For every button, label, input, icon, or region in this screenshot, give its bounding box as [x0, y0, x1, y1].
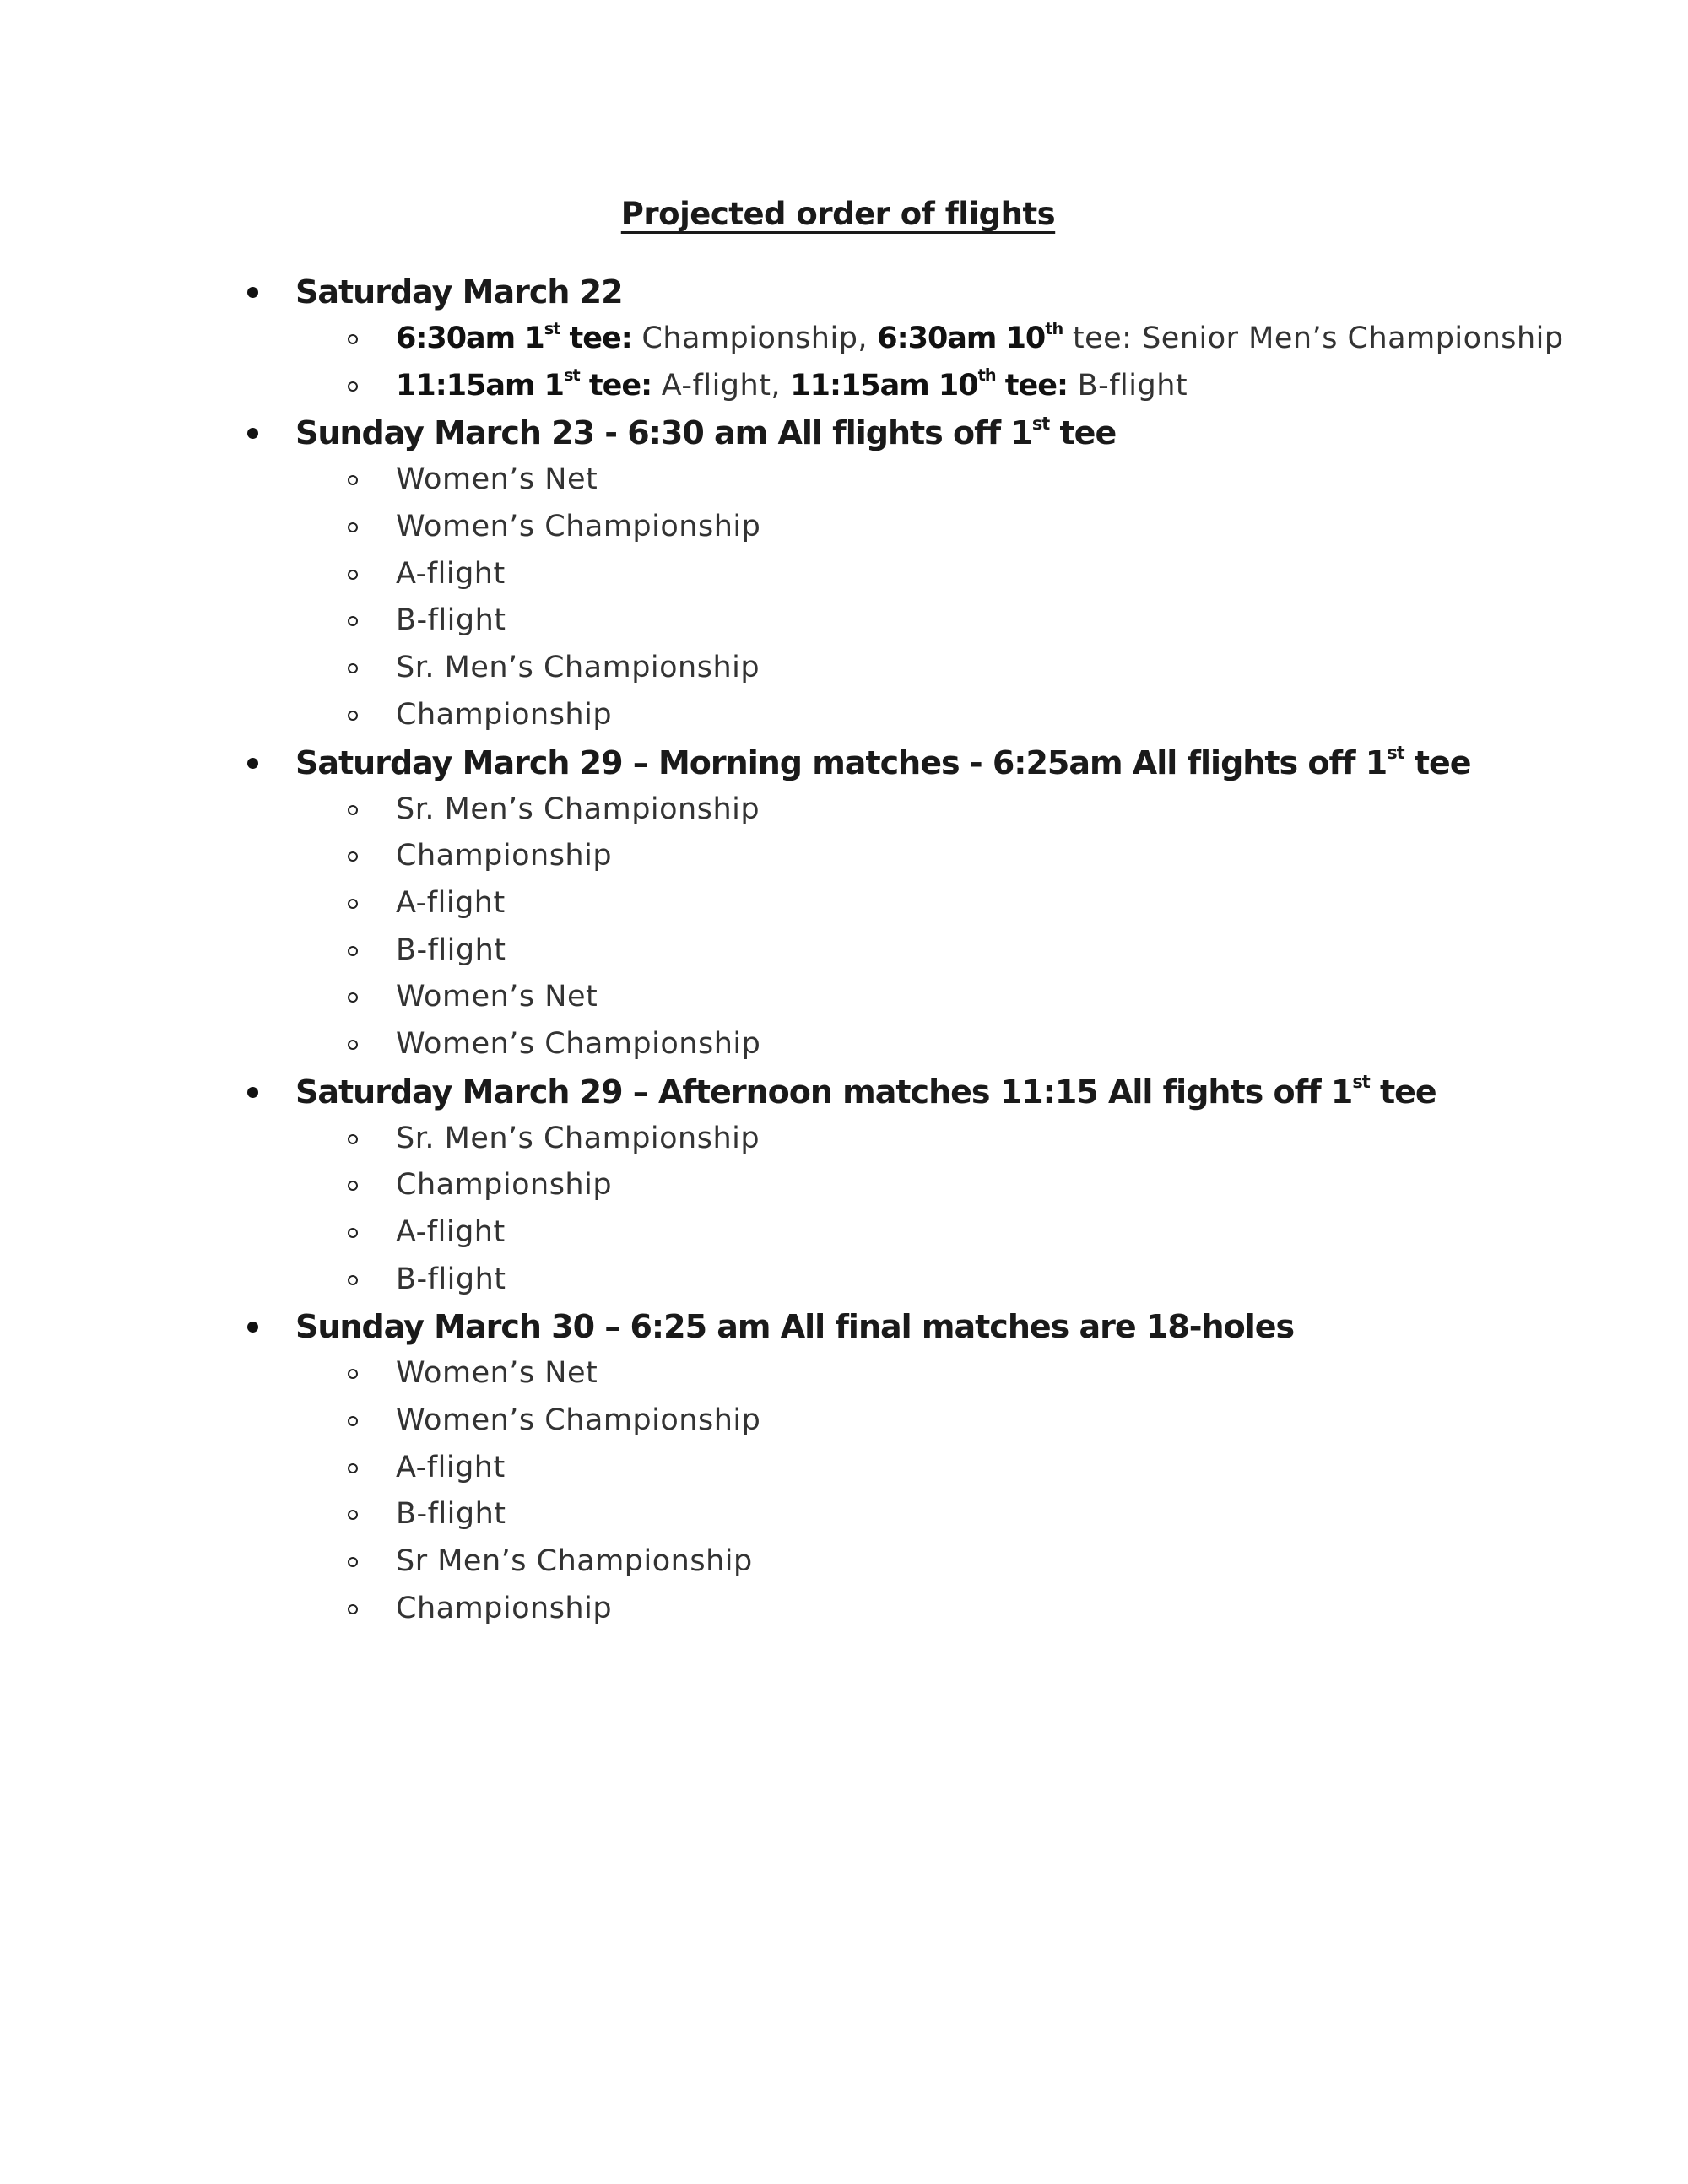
- list-item: [0, 787, 1688, 834]
- flight-name: Championship: [396, 1591, 613, 1625]
- flight-name: Sr Men’s Championship: [396, 1544, 753, 1579]
- list-item: [0, 1538, 1688, 1586]
- hollow-bullet-icon: [348, 1134, 358, 1144]
- hollow-bullet-icon: [348, 616, 358, 626]
- hollow-bullet-icon: [348, 899, 358, 909]
- hollow-bullet-icon: [348, 851, 358, 862]
- list-item: [0, 1257, 1688, 1304]
- ordinal-suffix: th: [977, 365, 996, 386]
- flight-name: A-flight: [396, 1450, 506, 1484]
- hollow-bullet-icon: [348, 946, 358, 956]
- flight-name: Women’s Championship: [396, 510, 761, 544]
- tee-time: 11:15am 1: [396, 368, 565, 403]
- tee-label: tee:: [1063, 322, 1133, 355]
- flight-name: Women’s Net: [396, 980, 598, 1014]
- hollow-bullet-icon: [348, 711, 358, 721]
- flight-name: Sr. Men’s Championship: [396, 792, 760, 826]
- flight-name: B-flight: [396, 1262, 506, 1296]
- ordinal-suffix: st: [1352, 1071, 1370, 1092]
- flight-name: A-flight: [396, 556, 506, 591]
- tee-time: 6:30am 1: [396, 322, 544, 355]
- list-item: [0, 645, 1688, 692]
- day-heading-text: Saturday March 29 – Morning matches - 6:25am All flights off 1: [295, 743, 1388, 781]
- bullet-icon: [247, 428, 258, 439]
- list-item: [0, 1397, 1688, 1445]
- day-sunday-march-30: [0, 1303, 1688, 1632]
- day-heading-tail: tee: [1049, 414, 1117, 452]
- tee-label: tee:: [560, 322, 632, 355]
- flight-name: Sr. Men’s Championship: [396, 651, 760, 685]
- ordinal-suffix: st: [1031, 413, 1050, 434]
- list-item: [0, 551, 1688, 598]
- day-heading-text: Sunday March 30 – 6:25 am All final matches are 18-holes: [295, 1308, 1295, 1346]
- day-heading-tail: tee: [1404, 743, 1471, 781]
- flight-name: A-flight: [396, 1215, 506, 1249]
- list-item: [0, 1021, 1688, 1068]
- bullet-icon: [247, 758, 258, 769]
- hollow-bullet-icon: [348, 381, 358, 392]
- day-heading: [0, 409, 1688, 457]
- flight-name: B-flight: [1067, 368, 1188, 403]
- hollow-bullet-icon: [348, 1181, 358, 1191]
- list-item: [0, 1445, 1688, 1492]
- day-heading-text: Sunday March 23 - 6:30 am All flights off 1: [295, 414, 1032, 452]
- tee-time: 11:15am 10: [781, 368, 978, 403]
- list-item: [0, 692, 1688, 739]
- hollow-bullet-icon: [348, 475, 358, 485]
- day-sunday-march-23: [0, 409, 1688, 738]
- tee-label: tee:: [579, 368, 652, 403]
- list-item: [0, 1586, 1688, 1633]
- flight-name: Championship,: [631, 322, 868, 355]
- day-saturday-march-29-afternoon: [0, 1068, 1688, 1304]
- tee-label: tee:: [995, 368, 1068, 403]
- flight-list: [0, 1350, 1688, 1632]
- day-heading-text: Saturday March 22: [295, 273, 623, 311]
- flight-name: A-flight,: [652, 368, 782, 403]
- hollow-bullet-icon: [348, 522, 358, 532]
- flight-list: [0, 787, 1688, 1068]
- flight-name: B-flight: [396, 933, 506, 967]
- flight-name: Championship: [396, 839, 613, 873]
- list-item: [0, 1116, 1688, 1163]
- list-item: [0, 1350, 1688, 1397]
- day-heading: [0, 739, 1688, 787]
- flight-name: Women’s Net: [396, 1356, 598, 1391]
- hollow-bullet-icon: [348, 334, 358, 344]
- hollow-bullet-icon: [348, 1604, 358, 1614]
- day-saturday-march-29-morning: [0, 739, 1688, 1068]
- flight-name: Women’s Championship: [396, 1403, 761, 1438]
- bullet-icon: [247, 1087, 258, 1098]
- list-item: [0, 974, 1688, 1021]
- hollow-bullet-icon: [348, 1369, 358, 1379]
- list-item: [0, 504, 1688, 551]
- hollow-bullet-icon: [348, 805, 358, 815]
- day-heading: [0, 1068, 1688, 1116]
- ordinal-suffix: st: [1387, 742, 1404, 763]
- flight-name: Championship: [396, 697, 613, 732]
- flight-list: [0, 457, 1688, 738]
- flight-name: Sr. Men’s Championship: [396, 1121, 760, 1155]
- hollow-bullet-icon: [348, 1416, 358, 1426]
- tee-time: 6:30am 10: [868, 322, 1046, 355]
- list-item: [0, 457, 1688, 504]
- day-heading-text: Saturday March 29 – Afternoon matches 11:15 All fights off 1: [295, 1073, 1353, 1111]
- flight-name: B-flight: [396, 1497, 506, 1532]
- list-item: [0, 833, 1688, 880]
- hollow-bullet-icon: [348, 570, 358, 580]
- hollow-bullet-icon: [348, 1228, 358, 1238]
- list-item: [0, 880, 1688, 927]
- list-item: [0, 927, 1688, 975]
- tee-time-item: [0, 316, 1688, 363]
- ordinal-suffix: st: [544, 318, 560, 338]
- flight-list: [0, 1116, 1688, 1304]
- day-heading: [0, 1303, 1688, 1350]
- list-item: [0, 1491, 1688, 1538]
- hollow-bullet-icon: [348, 663, 358, 673]
- hollow-bullet-icon: [348, 1557, 358, 1567]
- tee-time-list: [0, 316, 1688, 409]
- list-item: [0, 597, 1688, 645]
- hollow-bullet-icon: [348, 992, 358, 1003]
- flight-name: Championship: [396, 1168, 613, 1203]
- flight-name: Women’s Net: [396, 462, 598, 497]
- flight-name: B-flight: [396, 603, 506, 638]
- flight-name: Senior Men’s Championship: [1132, 322, 1564, 355]
- hollow-bullet-icon: [348, 1040, 358, 1050]
- hollow-bullet-icon: [348, 1510, 358, 1520]
- ordinal-suffix: st: [564, 365, 580, 386]
- flight-name: A-flight: [396, 885, 506, 920]
- list-item: [0, 1162, 1688, 1209]
- hollow-bullet-icon: [348, 1275, 358, 1285]
- day-heading-tail: tee: [1369, 1073, 1436, 1111]
- day-heading: [0, 268, 1688, 316]
- bullet-icon: [247, 1322, 258, 1333]
- tee-time-item: [0, 363, 1688, 410]
- day-saturday-march-22: [0, 268, 1688, 409]
- ordinal-suffix: th: [1045, 318, 1063, 338]
- page-title: Projected order of flights: [620, 196, 1056, 232]
- hollow-bullet-icon: [348, 1463, 358, 1473]
- flight-name: Women’s Championship: [396, 1026, 761, 1061]
- list-item: [0, 1209, 1688, 1257]
- bullet-icon: [247, 287, 258, 298]
- flight-schedule-list: [0, 268, 1688, 1633]
